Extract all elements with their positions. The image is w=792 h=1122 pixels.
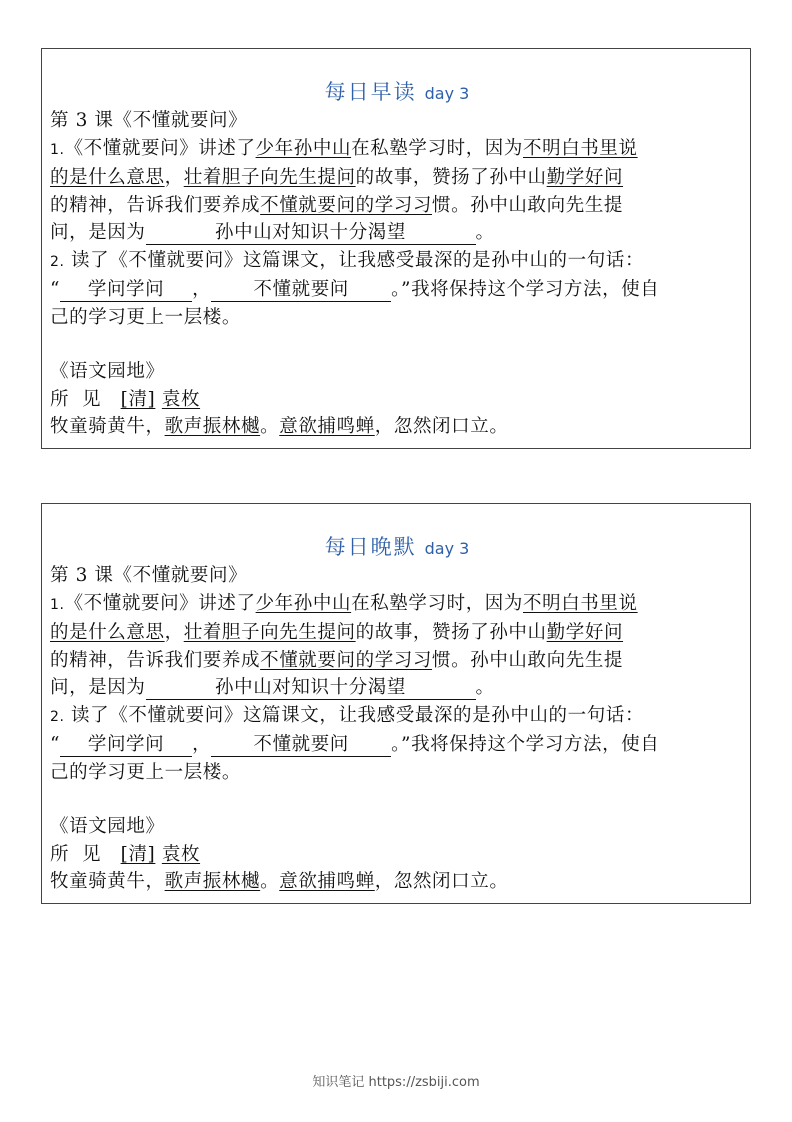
lesson-heading: 第 3 课《不懂就要问》 [50,110,248,131]
evening-dictation-card [41,503,751,904]
day-label: day 3 [424,539,470,558]
day-label: day 3 [424,84,470,103]
q1-line-2: 的是什么意思，壮着胆子向先生提问的故事，赞扬了孙中山勤学好问 [50,622,624,643]
q1-line-3: 的精神，告诉我们要养成不懂就要问的学习习惯。孙中山敢向先生提 [50,649,624,671]
card-title: 每日晚默 day 3 [324,535,470,559]
spacer [50,786,744,813]
q2-line-2: “ 学问学问 ， 不懂就要问 。”我将保持这个学习方法，使自 [50,279,660,300]
poem-text: 牧童骑黄牛，歌声振林樾。意欲捕鸣蝉，忽然闭口立。 [50,871,509,892]
card-title: 每日早读 day 3 [324,80,470,104]
q2-line-3: 己的学习更上一层楼。 [50,761,242,783]
poem-title-line: 所 见 [清] 袁枚 [50,843,201,865]
poem-title-line: 所 见 [清] 袁枚 [50,388,201,410]
morning-reading-card [41,48,751,449]
q2-line-2: “ 学问学问 ， 不懂就要问 。”我将保持这个学习方法，使自 [50,734,660,755]
answer-blank: 孙中山对知识十分渴望 [146,222,476,245]
answer-blank: 学问学问 [60,734,192,757]
q1-line-3: 的精神，告诉我们要养成不懂就要问的学习习惯。孙中山敢向先生提 [50,194,624,216]
answer-blank: 不懂就要问 [211,734,391,757]
answer-blank: 学问学问 [60,279,192,302]
lesson-heading: 第 3 课《不懂就要问》 [50,565,248,586]
answer-blank: 不懂就要问 [211,279,391,302]
footer-watermark: 知识笔记 https://zsbiji.com [312,1075,480,1090]
q2-line-3: 己的学习更上一层楼。 [50,306,242,328]
q1-line-4: 问，是因为 孙中山对知识十分渴望 。 [50,222,495,243]
q2-line-1: 2. 读了《不懂就要问》这篇课文，让我感受最深的是孙中山的一句话： [50,704,645,726]
garden-heading: 《语文园地》 [50,816,165,837]
q1-line-4: 问，是因为 孙中山对知识十分渴望 。 [50,677,495,698]
q1-line-2: 的是什么意思，壮着胆子向先生提问的故事，赞扬了孙中山勤学好问 [50,167,624,188]
poem-text: 牧童骑黄牛，歌声振林樾。意欲捕鸣蝉，忽然闭口立。 [50,416,509,437]
q1-line-1: 1.《不懂就要问》讲述了少年孙中山在私塾学习时，因为不明白书里说 [50,137,638,159]
q2-line-1: 2. 读了《不懂就要问》这篇课文，让我感受最深的是孙中山的一句话： [50,249,645,271]
answer-blank: 孙中山对知识十分渴望 [146,677,476,700]
garden-heading: 《语文园地》 [50,361,165,382]
spacer [50,331,744,358]
q1-line-1: 1.《不懂就要问》讲述了少年孙中山在私塾学习时，因为不明白书里说 [50,592,638,614]
